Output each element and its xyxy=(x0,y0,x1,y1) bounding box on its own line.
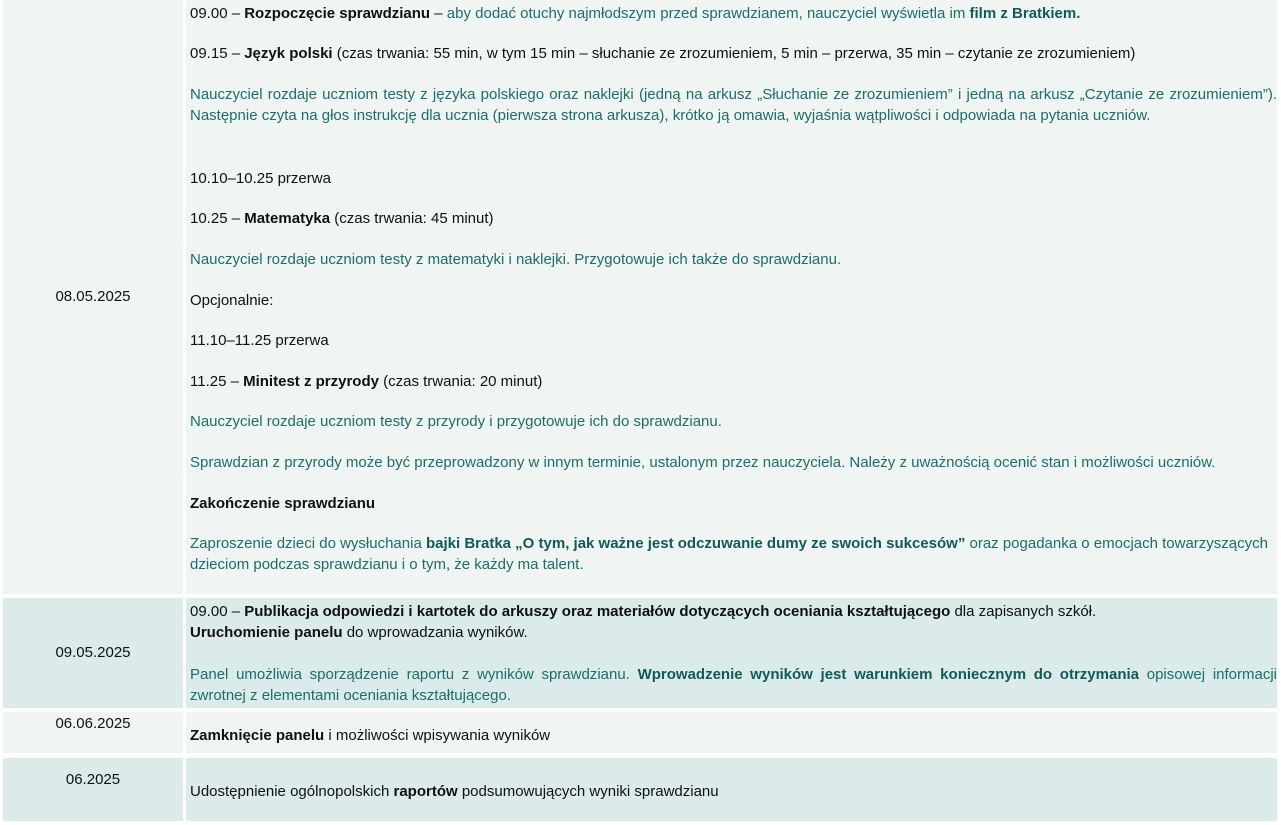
schedule-line: 09.15 – Język polski (czas trwania: 55 min, w tym 15 min – słuchanie ze zrozumieniem, 5 min – przerwa, 35 min – czytanie ze zrozumieniem) xyxy=(190,45,1136,62)
table-row xyxy=(3,0,1277,594)
schedule-line: 09.00 – Rozpoczęcie sprawdzianu – aby dodać otuchy najmłodszym przed sprawdzianem, nauczyciel wyświetla im film z Bratkiem. xyxy=(190,5,1081,22)
section-heading: Zakończenie sprawdzianu xyxy=(190,495,376,512)
table-row xyxy=(3,758,1277,821)
date-label: 06.06.2025 xyxy=(55,715,131,732)
schedule-line: 09.00 – Publikacja odpowiedzi i kartotek do arkuszy oraz materiałów dotyczących oceniania kształtującego dla zapisanych szkół. xyxy=(190,603,1097,620)
date-cell xyxy=(3,0,183,594)
content-cell xyxy=(186,598,1277,708)
content-cell xyxy=(186,758,1277,821)
instruction-text: Nauczyciel rozdaje uczniom testy z matematyki i naklejki. Przygotowuje ich także do sprawdzianu. xyxy=(190,251,842,268)
table-row xyxy=(3,598,1277,708)
optional-label: Opcjonalnie: xyxy=(190,292,274,309)
instruction-text: Sprawdzian z przyrody może być przeprowadzony w innym terminie, ustalonym przez nauczyciela. Należy z uważnością ocenić stan i możliwości uczniów. xyxy=(190,454,1216,471)
instruction-text: Panel umożliwia sporządzenie raportu z wyników sprawdzianu. Wprowadzenie wyników jest warunkiem koniecznym do otrzymania opisowej informacji zwrotnej z elementami oceniania kształtującego. xyxy=(190,666,1278,704)
schedule-line: Zamknięcie panelu i możliwości wpisywania wyników xyxy=(190,727,551,744)
date-cell xyxy=(3,758,183,821)
instruction-text: Nauczyciel rozdaje uczniom testy z języka polskiego oraz naklejki (jedną na arkusz „Słuchanie ze zrozumieniem” i jedną na arkusz „Czytanie ze zrozumieniem”). Następnie czyta na głos instrukcję dla ucznia (pierwsza strona arkusza), krótko ją omawia, wyjaśnia wątpliwości i odpowiada na pytania uczniów. xyxy=(190,86,1277,124)
date-cell xyxy=(3,712,183,753)
schedule-line: Uruchomienie panelu do wprowadzania wyników. xyxy=(190,624,528,641)
content-cell xyxy=(186,712,1277,753)
content-cell xyxy=(186,0,1277,594)
table-row xyxy=(3,712,1277,753)
schedule-line: 10.25 – Matematyka (czas trwania: 45 minut) xyxy=(190,210,494,227)
instruction-text: Zaproszenie dzieci do wysłuchania bajki Bratka „O tym, jak ważne jest odczuwanie dumy ze swoich sukcesów” oraz pogadanka o emocjach towarzyszących dzieciom podczas sprawdzianu i o tym, że każdy ma talent. xyxy=(190,535,1268,573)
schedule-line: Udostępnienie ogólnopolskich raportów podsumowujących wyniki sprawdzianu xyxy=(190,783,719,800)
instruction-text: Nauczyciel rozdaje uczniom testy z przyrody i przygotowuje ich do sprawdzianu. xyxy=(190,413,722,430)
break-line: 10.10–10.25 przerwa xyxy=(190,170,331,187)
date-cell xyxy=(3,598,183,708)
schedule-line: 11.25 – Minitest z przyrody (czas trwania: 20 minut) xyxy=(190,373,543,390)
break-line: 11.10–11.25 przerwa xyxy=(190,332,329,349)
date-label: 09.05.2025 xyxy=(55,644,131,661)
date-label: 08.05.2025 xyxy=(55,288,131,305)
date-label: 06.2025 xyxy=(65,771,121,788)
